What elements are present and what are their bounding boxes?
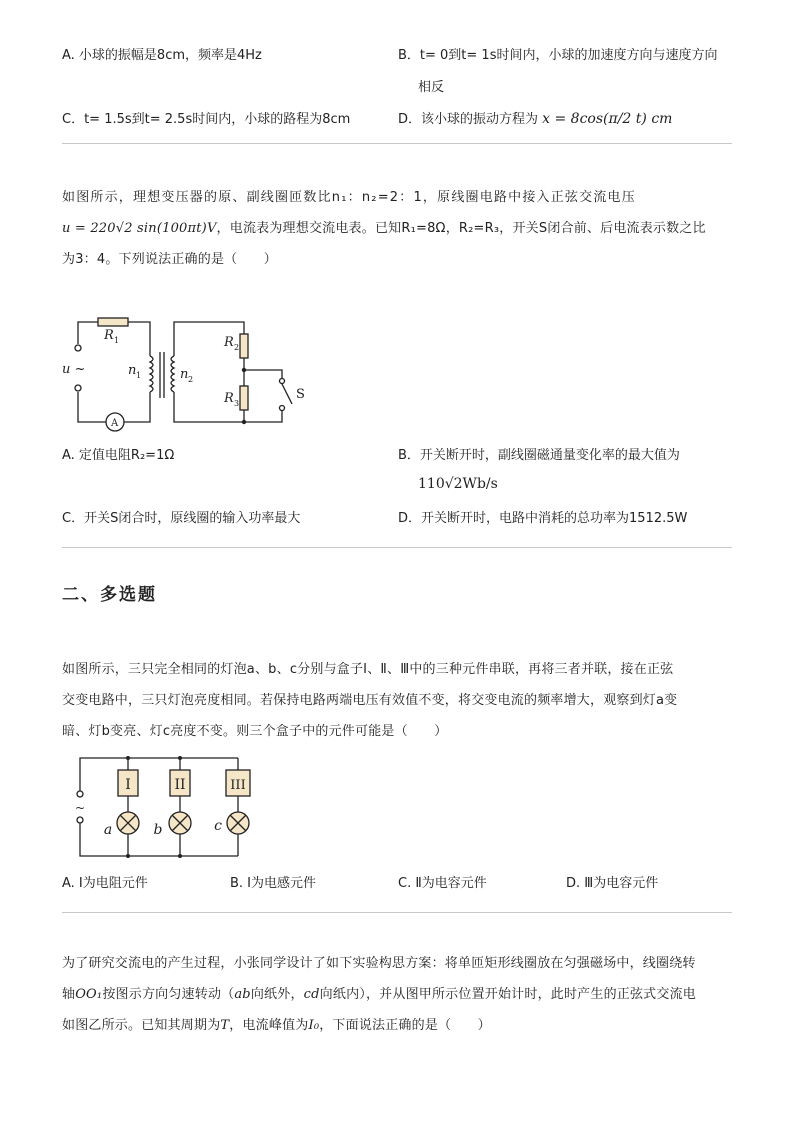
q4-text: ，电流峰值为 — [229, 1018, 309, 1033]
lamp-a-label: a — [103, 822, 113, 838]
lamp-c-label: c — [214, 818, 222, 834]
q2-option-b: B．开关断开时，副线圈磁通量变化率的最大值为 — [398, 448, 680, 463]
q2-option-d: D．开关断开时，电路中消耗的总功率为1512.5W — [398, 511, 688, 526]
q4-ab-symbol: ab — [234, 987, 251, 1002]
q4-line2 — [62, 979, 734, 1010]
q4-text: 如图乙所示。已知其周期为 — [62, 1018, 221, 1033]
lamp-b-label: b — [153, 822, 163, 838]
q4-text: 向纸外， — [250, 987, 304, 1002]
box-1-label: I — [125, 777, 131, 793]
q2-option-b-value: 110√2Wb/s — [418, 476, 498, 492]
q2-line3: 为3：4。下列说法正确的是（ ） — [62, 252, 277, 267]
q2-stem — [62, 182, 734, 275]
r3-subscript: 3 — [234, 399, 240, 408]
q4-line3 — [62, 1010, 734, 1041]
q4-text: 轴 — [62, 987, 76, 1002]
q3-option-b: B. Ⅰ为电感元件 — [230, 876, 317, 891]
q4-cd-symbol: cd — [303, 987, 320, 1002]
r1-label: R — [104, 328, 114, 343]
r2-subscript: 2 — [234, 343, 240, 352]
transformer-circuit-figure — [60, 312, 320, 437]
r1-subscript: 1 — [114, 336, 120, 345]
q1-option-b: B．t= 0到t= 1s时间内，小球的加速度方向与速度方向 — [398, 48, 718, 63]
q4-line1: 为了研究交流电的产生过程，小张同学设计了如下实验构思方案：将单匝矩形线圈放在匀强磁场中，线圈绕转 — [62, 956, 696, 971]
q2-option-c: C．开关S闭合时，原线圈的输入功率最大 — [62, 511, 301, 526]
parallel-lamp-circuit-figure — [70, 752, 260, 864]
q2-option-a: A. 定值电阻R₂=1Ω — [62, 448, 175, 463]
n2-label: n — [180, 367, 189, 382]
n1-label: n — [128, 363, 137, 378]
q3-option-c: C. Ⅱ为电容元件 — [398, 876, 487, 891]
divider — [62, 143, 732, 144]
box-3-label: III — [230, 778, 246, 793]
q4-text: 向纸内），并从图甲所示位置开始计时，此时产生的正弦式交流电 — [319, 987, 696, 1002]
source-label: u ~ — [62, 362, 86, 377]
divider — [62, 547, 732, 548]
n2-subscript: 2 — [188, 375, 194, 384]
ammeter-label: A — [111, 418, 119, 429]
r2-label: R — [224, 335, 234, 350]
switch-label: S — [296, 387, 305, 402]
q3-option-d: D. Ⅲ为电容元件 — [566, 876, 659, 891]
q2-voltage-formula: u = 220√2 sin(100πt)V — [62, 221, 217, 236]
q1-option-d-text: D．该小球的振动方程为 — [398, 112, 539, 127]
q1-option-b-cont: 相反 — [418, 80, 445, 95]
source-symbol: ~ — [74, 801, 86, 815]
q2-line1: 如图所示，理想变压器的原、副线圈匝数比n₁：n₂=2：1，原线圈电路中接入正弦交流电压 — [62, 190, 636, 205]
q3-line3: 暗、灯b变亮、灯c亮度不变。则三个盒子中的元件可能是（ ） — [62, 724, 448, 739]
q4-text: ，下面说法正确的是（ ） — [319, 1018, 491, 1033]
q4-text: 按图示方向匀速转动（ — [102, 987, 235, 1002]
q3-stem — [62, 654, 734, 747]
q4-peak-symbol: I₀ — [308, 1018, 320, 1033]
r3-label: R — [224, 391, 234, 406]
q2-line2-text: ，电流表为理想交流电表。已知R₁=8Ω，R₂=R₃，开关S闭合前、后电流表示数之比 — [216, 221, 706, 236]
divider — [62, 912, 732, 913]
section-title: 二、多选题 — [62, 585, 157, 605]
n1-subscript: 1 — [136, 371, 142, 380]
q4-stem — [62, 948, 734, 1041]
q1-option-d-formula: x = 8cos(π/2 t) cm — [542, 111, 673, 127]
q1-option-d — [398, 108, 672, 127]
q3-line2: 交变电路中，三只灯泡亮度相同。若保持电路两端电压有效值不变，将交变电流的频率增大，观察到灯a变 — [62, 693, 678, 708]
box-2-label: II — [174, 777, 186, 793]
q4-period-symbol: T — [220, 1018, 230, 1033]
q2-line2 — [62, 213, 734, 244]
q4-axis-symbol: OO₁ — [75, 987, 103, 1002]
q1-option-a: A. 小球的振幅是8cm，频率是4Hz — [62, 48, 262, 63]
q1-option-c: C．t= 1.5s到t= 2.5s时间内，小球的路程为8cm — [62, 112, 351, 127]
q3-line1: 如图所示，三只完全相同的灯泡a、b、c分别与盒子Ⅰ、Ⅱ、Ⅲ中的三种元件串联，再将三者并联，接在正弦 — [62, 662, 674, 677]
q3-option-a: A. Ⅰ为电阻元件 — [62, 876, 148, 891]
